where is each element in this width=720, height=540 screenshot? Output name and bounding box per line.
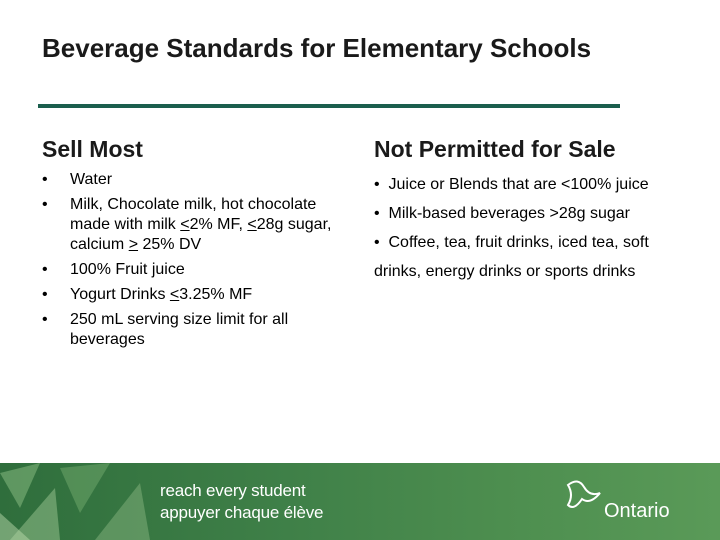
bullet: •	[42, 196, 48, 213]
list-item: • Milk, Chocolate milk, hot chocolate made with milk <2% MF, <28g sugar, calcium > 25% DV	[42, 196, 332, 253]
footer-banner	[0, 463, 720, 540]
list-item: • 100% Fruit juice	[42, 261, 185, 278]
slide-title: Beverage Standards for Elementary Schools	[42, 33, 592, 63]
leaf-pattern-icon	[0, 463, 150, 540]
ontario-logo-text: Ontario	[604, 500, 670, 522]
title-divider	[38, 104, 620, 108]
sell-most-list	[42, 170, 352, 355]
bullet: •	[42, 311, 48, 328]
not-permitted-list	[374, 170, 674, 286]
tagline-english: reach every student	[160, 481, 306, 500]
not-permitted-heading: Not Permitted for Sale	[374, 136, 616, 162]
list-item: Milk-based beverages >28g sugar	[388, 205, 630, 222]
bullet: •	[374, 176, 380, 193]
bullet: •	[42, 261, 48, 278]
list-item: • Yogurt Drinks <3.25% MF	[42, 286, 253, 303]
bullet: •	[374, 234, 380, 251]
list-item: • Water	[42, 171, 113, 188]
list-item: Coffee, tea, fruit drinks, iced tea, soft drinks, energy drinks or sports drinks	[374, 234, 649, 280]
bullet: •	[374, 205, 380, 222]
bullet: •	[42, 171, 48, 188]
tagline-french: appuyer chaque élève	[160, 503, 324, 522]
sell-most-heading: Sell Most	[42, 136, 143, 162]
bullet: •	[42, 286, 48, 303]
list-item: • 250 mL serving size limit for all beverages	[42, 311, 289, 348]
list-item: Juice or Blends that are <100% juice	[388, 176, 649, 193]
